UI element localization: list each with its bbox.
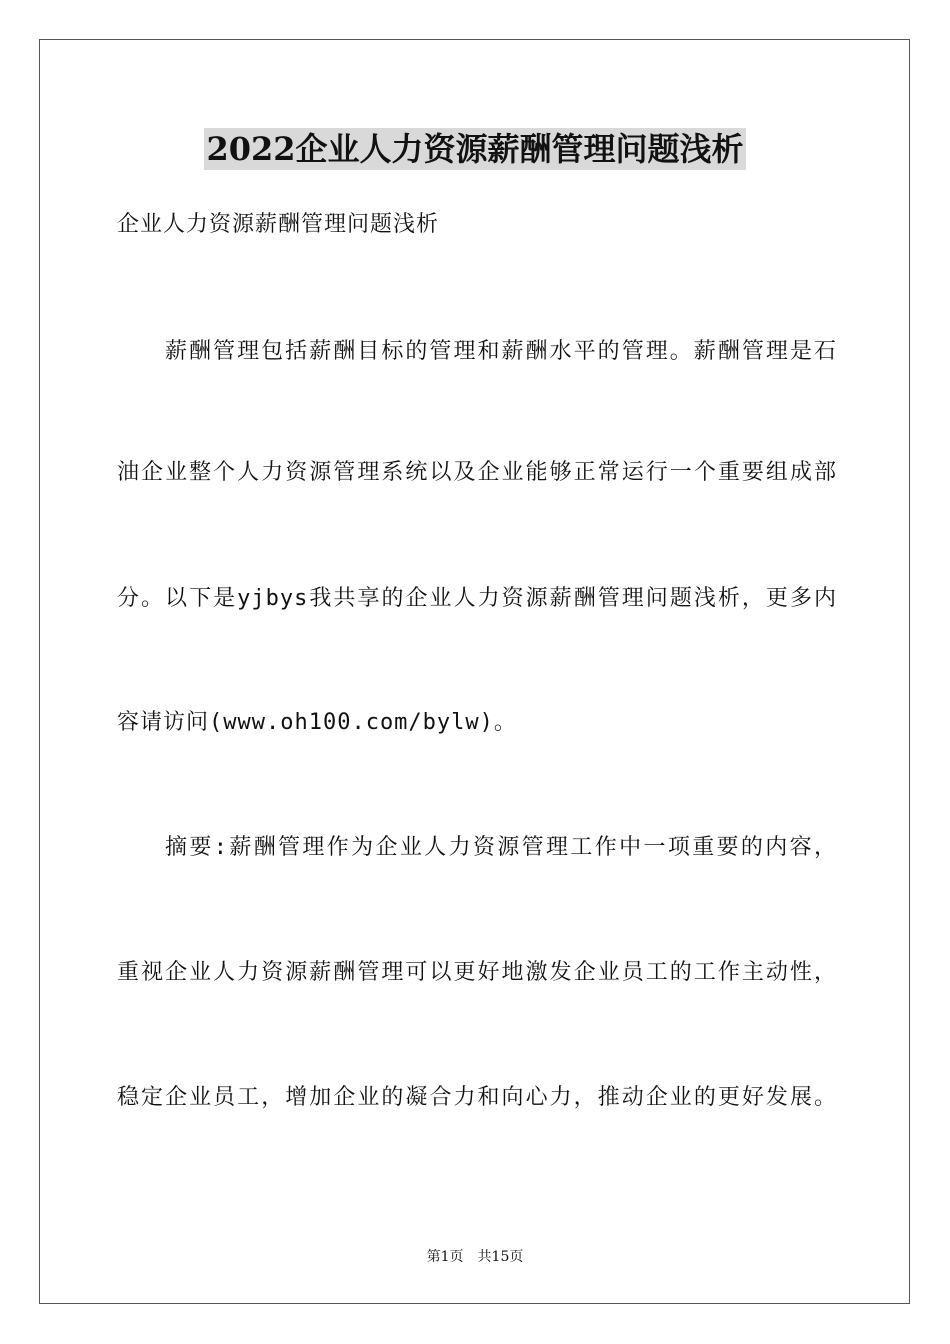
title-container bbox=[0, 128, 950, 170]
document-subtitle: 企业人力资源薪酬管理问题浅析 bbox=[117, 212, 440, 237]
paragraph-line: 重视企业人力资源薪酬管理可以更好地激发企业员工的工作主动性， bbox=[117, 960, 837, 985]
document-title: 2022企业人力资源薪酬管理问题浅析 bbox=[206, 130, 744, 168]
page-total: 共15页 bbox=[477, 1249, 524, 1265]
paragraph-line: 薪酬管理包括薪酬目标的管理和薪酬水平的管理。薪酬管理是石 bbox=[165, 339, 837, 364]
paragraph-line: 容请访问(www.oh100.com/bylw)。 bbox=[117, 710, 517, 735]
paragraph-line: 摘要:薪酬管理作为企业人力资源管理工作中一项重要的内容， bbox=[165, 835, 837, 860]
page-footer bbox=[0, 1248, 950, 1266]
paragraph-line: 分。以下是yjbys我共享的企业人力资源薪酬管理问题浅析，更多内 bbox=[117, 586, 837, 611]
page-number: 第1页 bbox=[426, 1249, 464, 1265]
paragraph-line: 稳定企业员工，增加企业的凝合力和向心力，推动企业的更好发展。 bbox=[117, 1085, 837, 1110]
paragraph-line: 油企业整个人力资源管理系统以及企业能够正常运行一个重要组成部 bbox=[117, 460, 837, 485]
